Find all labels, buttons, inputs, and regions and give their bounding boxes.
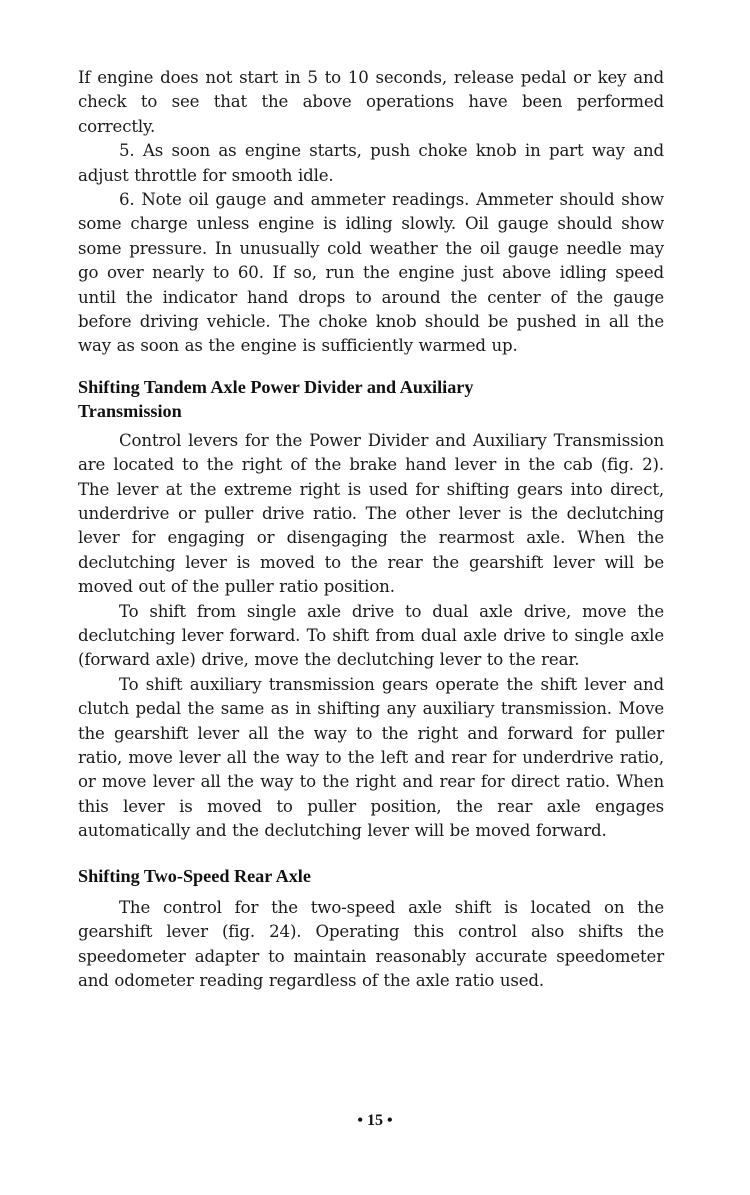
paragraph-single-dual-axle: To shift from single axle drive to dual axle drive, move the declutching lever forward. To shift from dual axle drive to single axle (forward axle) drive, move the declutching lever to the rear. <box>78 601 664 670</box>
section-heading-power-divider: Shifting Tandem Axle Power Divider and Auxiliary Transmission <box>78 376 474 422</box>
paragraph-step-5-choke: 5. As soon as engine starts, push choke knob in part way and adjust throttle for smooth idle. <box>78 141 664 185</box>
paragraph-auxiliary-transmission: To shift auxiliary transmission gears operate the shift lever and clutch pedal the same as in shifting any auxiliary transmission. Move the gearshift lever all the way to the right and forward for puller ratio, move lever all the way to the left and rear for underdrive ratio, or move lever all the way to the right and rear for direct ratio. When this lever is moved to puller position, the rear axle engages automatically and the declutching lever will be moved forward. <box>78 674 664 841</box>
paragraph-step-6-gauges: 6. Note oil gauge and ammeter readings. Ammeter should show some charge unless engine is idling slowly. Oil gauge should show some pressure. In unusually cold weather the oil gauge needle may go over nearly to 60. If so, run the engine just above idling speed until the indicator hand drops to around the center of the gauge before driving vehicle. The choke knob should be pushed in all the way as soon as the engine is sufficiently warmed up. <box>78 190 664 356</box>
paragraph-engine-start-check: If engine does not start in 5 to 10 seconds, release pedal or key and check to see that the above operations have been performed correctly. <box>78 68 664 136</box>
page-number: • 15 • <box>357 1112 393 1129</box>
section-heading-two-speed-axle: Shifting Two-Speed Rear Axle <box>78 865 311 886</box>
paragraph-two-speed-control: The control for the two-speed axle shift is located on the gearshift lever (fig. 24). Operating this control also shifts the speedometer adapter to maintain reasonably accurate speedometer and odometer reading regardless of the axle ratio used. <box>78 898 664 991</box>
document-page <box>78 66 664 994</box>
paragraph-control-levers: Control levers for the Power Divider and Auxiliary Transmission are located to the right of the brake hand lever in the cab (fig. 2). The lever at the extreme right is used for shifting gears into direct, underdrive or puller drive ratio. The other lever is the declutching lever for engaging or disengaging the rearmost axle. When the declutching lever is moved to the rear the gearshift lever will be moved out of the puller ratio position. <box>78 430 664 597</box>
